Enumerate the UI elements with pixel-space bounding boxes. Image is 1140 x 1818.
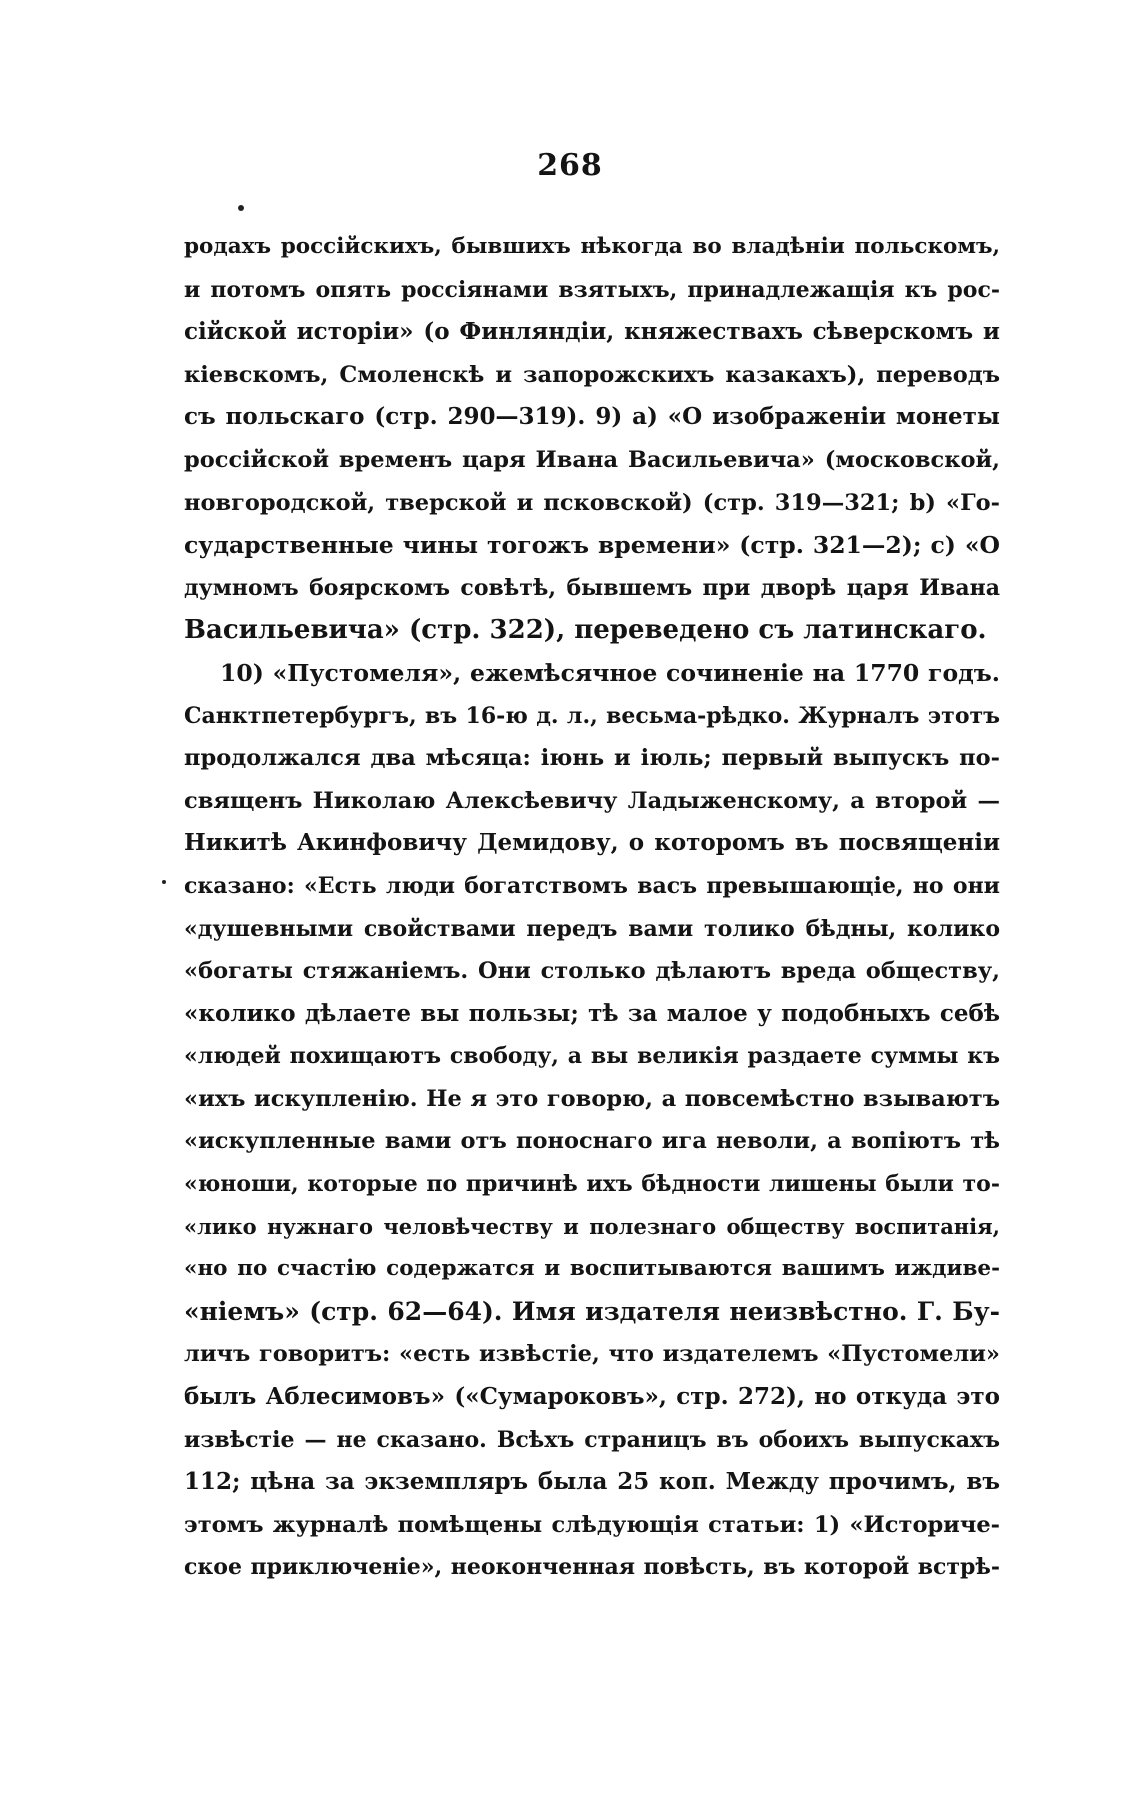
text-line: новгородской, тверской и псковской) (стр. 319—321; b) «Го-: [184, 489, 1000, 516]
text-line: былъ Аблесимовъ» («Сумароковъ», стр. 272), но откуда это: [184, 1383, 1000, 1411]
text-line: продолжался два мѣсяца: іюнь и іюль; первый выпускъ по-: [184, 745, 1000, 772]
text-line: извѣстіе — не сказано. Всѣхъ страницъ въ обоихъ выпускахъ: [184, 1426, 1000, 1453]
text-line: «людей похищаютъ свободу, а вы великія раздаете суммы къ: [184, 1043, 1000, 1070]
text-line: «колико дѣлаете вы пользы; тѣ за малое у подобныхъ себѣ: [184, 999, 1000, 1027]
text-line: родахъ россійскихъ, бывшихъ нѣкогда во владѣніи польскомъ,: [184, 234, 1000, 259]
text-line: сійской исторіи» (о Финляндіи, княжествахъ сѣверскомъ и: [184, 318, 1000, 346]
text-line: «лико нужнаго человѣчеству и полезнаго обществу воспитанія,: [184, 1213, 1000, 1239]
text-line: «но по счастію содержатся и воспитываются вашимъ иждиве-: [184, 1256, 1000, 1282]
text-line: Санктпетербургъ, въ 16-ю д. л., весьма-рѣдко. Журналъ этотъ: [184, 702, 1000, 729]
text-line: священъ Николаю Алексѣевичу Ладыженскому, а второй —: [184, 787, 1000, 814]
text-line: сударственные чины тогожъ времени» (стр. 321—2); c) «О: [184, 531, 1000, 560]
text-line: «юноши, которые по причинѣ ихъ бѣдности лишены были то-: [184, 1171, 1000, 1198]
text-line: «богаты стяжаніемъ. Они столько дѣлаютъ вреда обществу,: [184, 958, 1000, 985]
text-line: сказано: «Есть люди богатствомъ васъ превышающіе, но они: [184, 872, 1000, 899]
text-line: съ польскаго (стр. 290—319). 9) a) «О изображеніи монеты: [184, 403, 1000, 431]
text-line: «искупленные вами отъ поноснаго ига неволи, а вопіютъ тѣ: [184, 1128, 1000, 1155]
text-line: Никитѣ Акинфовичу Демидову, о которомъ въ посвященіи: [184, 829, 1000, 857]
body-text: [184, 226, 1000, 1589]
text-line: «ихъ искупленію. Не я это говорю, а повсемѣстно взываютъ: [184, 1085, 1000, 1112]
text-line: 112; цѣна за экземпляръ была 25 коп. Между прочимъ, въ: [184, 1468, 1000, 1496]
ink-dot: [162, 880, 166, 884]
text-line: и потомъ опять россіянами взятыхъ, принадлежащія къ рос-: [184, 276, 1000, 303]
text-line: ское приключеніе», неоконченная повѣсть, въ которой встрѣ-: [184, 1554, 1000, 1581]
text-line: Васильевича» (стр. 322), переведено съ латинскаго.: [184, 615, 987, 646]
text-line: этомъ журналѣ помѣщены слѣдующія статьи: 1) «Историче-: [184, 1511, 1000, 1538]
text-line: кіевскомъ, Смоленскѣ и запорожскихъ казакахъ), переводъ: [184, 361, 1000, 388]
ink-dot: [238, 205, 244, 211]
text-line: «душевными свойствами передъ вами толико бѣдны, колико: [184, 915, 1000, 942]
text-line: думномъ боярскомъ совѣтѣ, бывшемъ при дворѣ царя Ивана: [184, 574, 1000, 601]
text-line: «ніемъ» (стр. 62—64). Имя издателя неизвѣстно. Г. Бу-: [184, 1296, 1000, 1326]
page-number: 268: [537, 148, 603, 183]
text-line: россійской временъ царя Ивана Васильевича» (московской,: [184, 446, 1000, 473]
paragraph-start-line: 10) «Пустомеля», ежемѣсячное сочиненіе на 1770 годъ.: [220, 658, 1000, 687]
text-line: личъ говоритъ: «есть извѣстіе, что издателемъ «Пустомели»: [184, 1341, 1000, 1368]
